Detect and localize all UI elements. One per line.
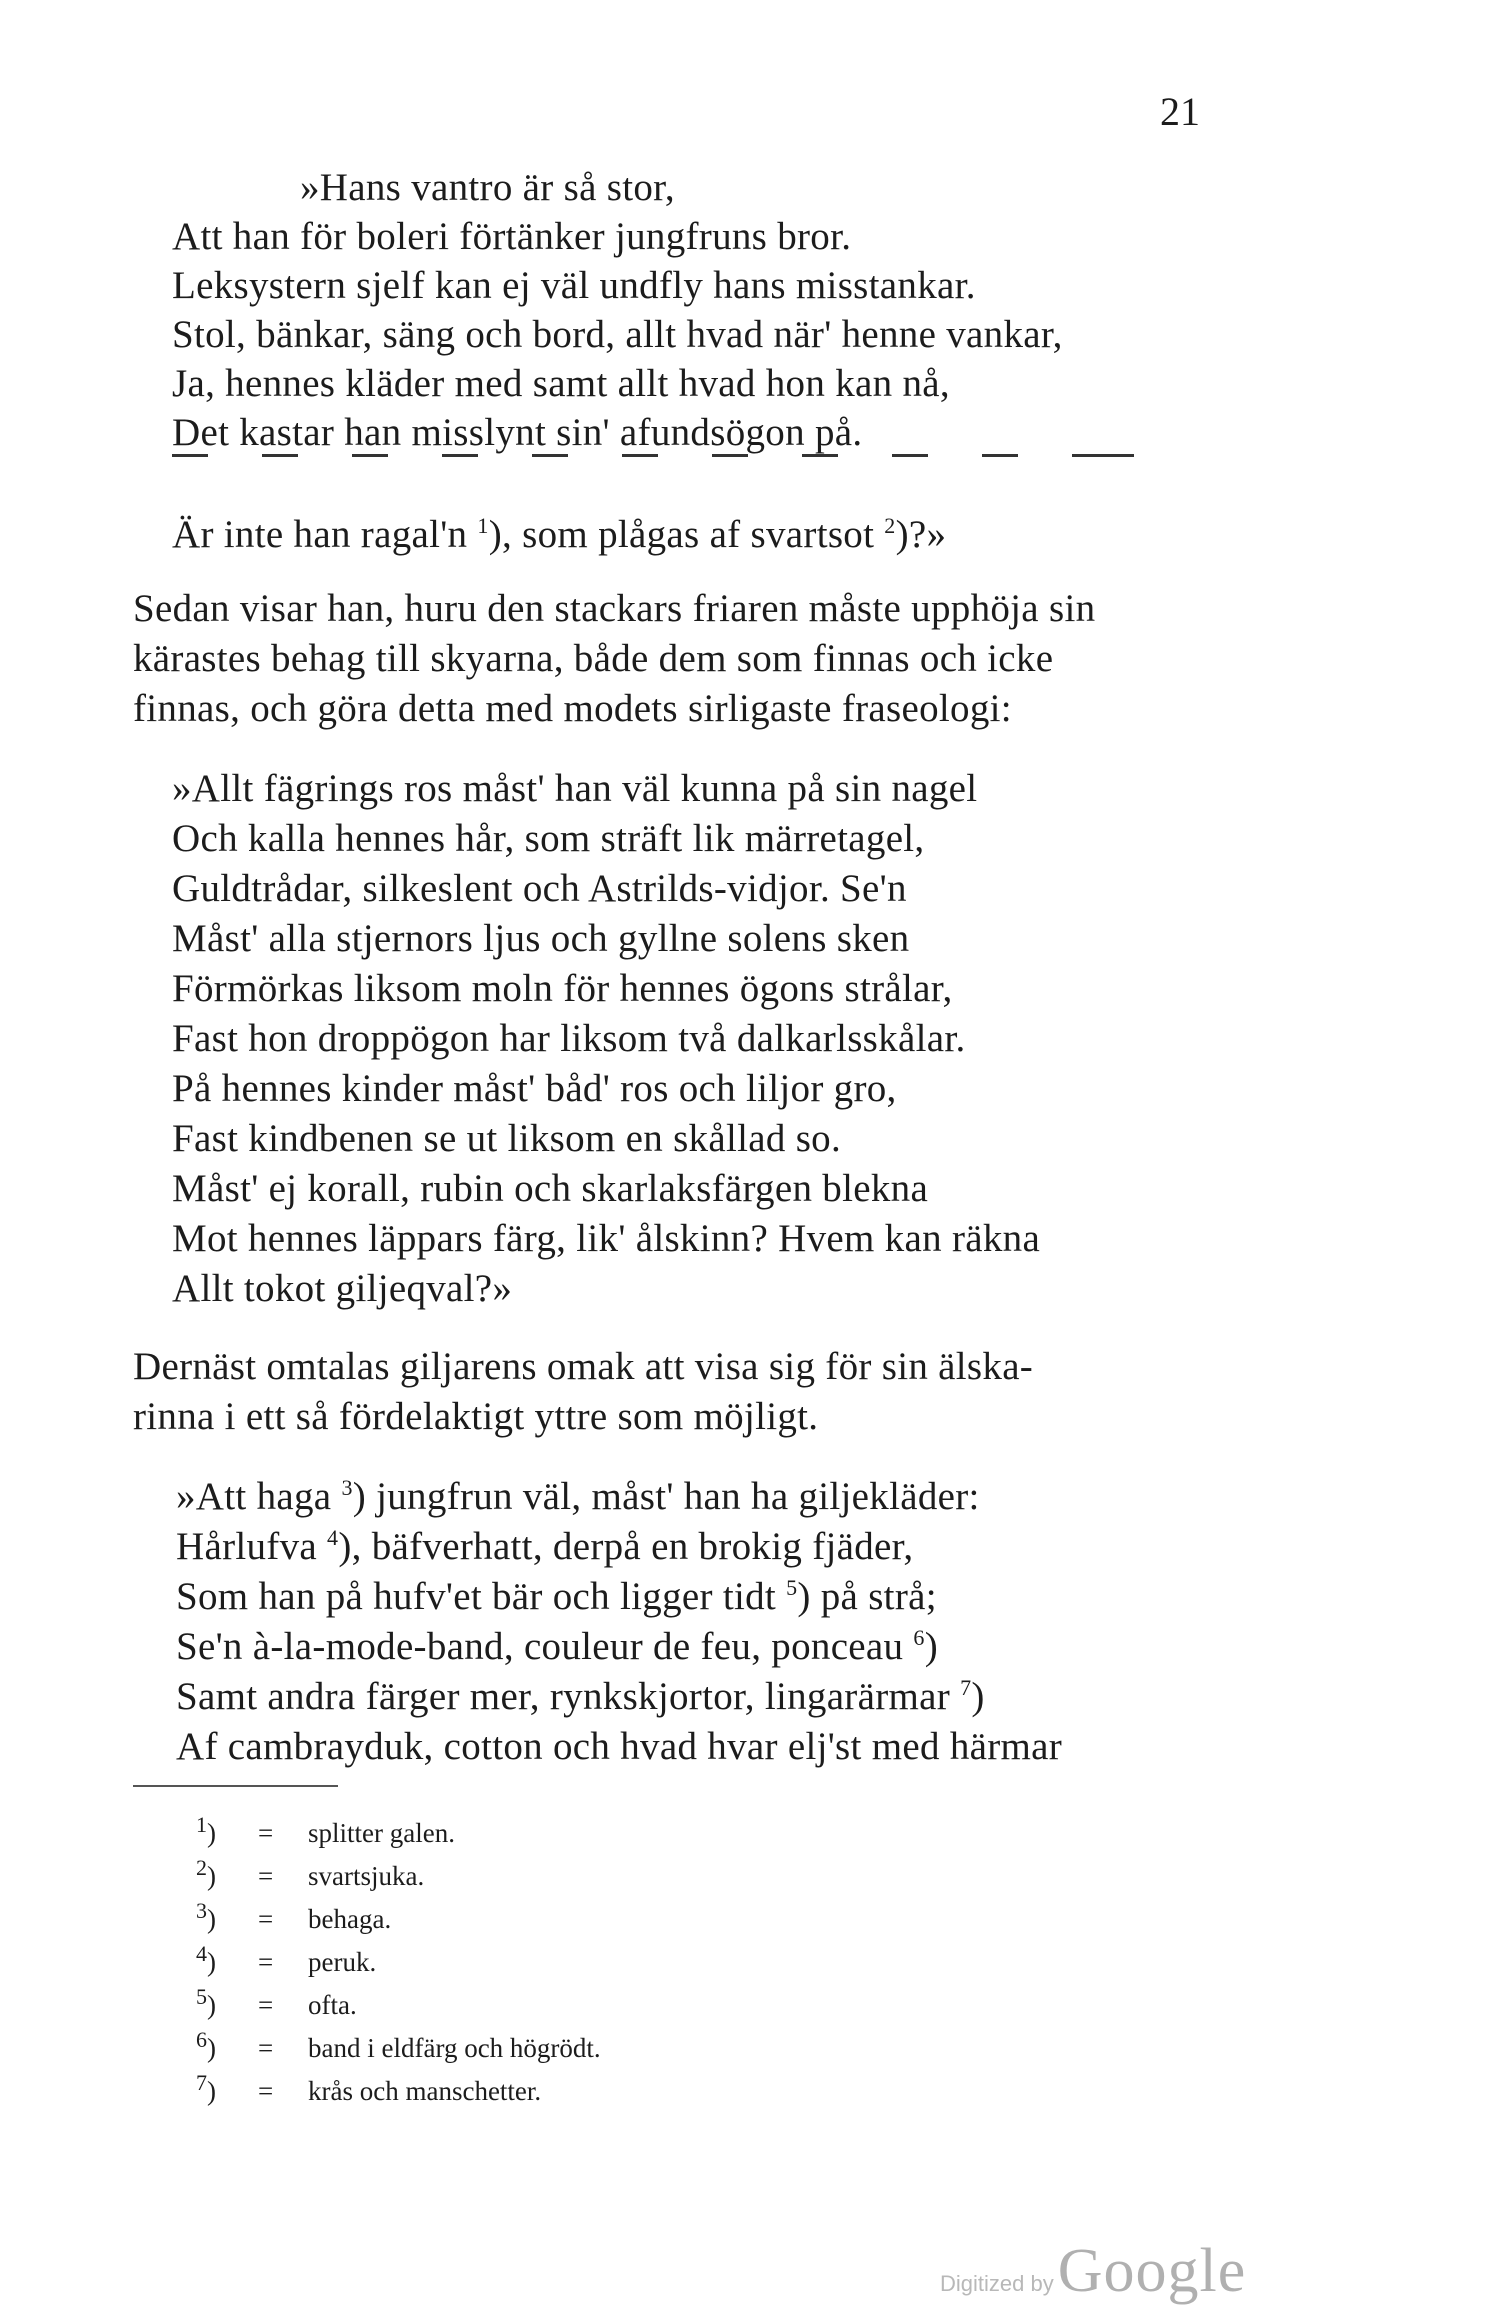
footnote-7: $^7$) = krås och manschetter. xyxy=(196,2070,542,2106)
digitized-label: Digitized by xyxy=(940,2271,1054,2296)
verse3-line-6: Af cambrayduk, cotton och hvad hvar elj'st med härmar xyxy=(176,1725,1063,1768)
verse2-line-2: Och kalla hennes hår, som sträft lik märretagel, xyxy=(172,817,925,860)
footnote-6: $^6$) = band i eldfärg och högrödt. xyxy=(196,2027,601,2063)
verse2-line-5: Förmörkas liksom moln för hennes ögons strålar, xyxy=(172,967,953,1010)
dash-separator xyxy=(172,454,1137,458)
footnote-5: $^5$) = ofta. xyxy=(196,1984,357,2020)
verse1-line-2: Att han för boleri förtänker jungfruns bror. xyxy=(172,215,852,258)
verse1-line-3: Leksystern sjelf kan ej väl undfly hans misstankar. xyxy=(172,264,976,307)
verse3-line-1: »Att haga $^3$) jungfrun väl, måst' han ha giljekläder: xyxy=(176,1475,980,1518)
verse3-line-2: Hårlufva $^4$), bäfverhatt, derpå en brokig fjäder, xyxy=(176,1525,914,1568)
footnote-2: $^2$) = svartsjuka. xyxy=(196,1855,425,1891)
verse2-line-3: Guldtrådar, silkeslent och Astrilds-vidjor. Se'n xyxy=(172,867,907,910)
paragraph1-line-1: Sedan visar han, huru den stackars friaren måste upphöja sin xyxy=(133,587,1096,630)
footnote-ref-3: 3 xyxy=(341,1475,353,1500)
paragraph1-line-3: finnas, och göra detta med modets sirligaste fraseologi: xyxy=(133,687,1012,730)
page-number: 21 xyxy=(1160,89,1200,134)
footnote-ref-4: 4 xyxy=(327,1525,339,1550)
footnote-1: $^1$) = splitter galen. xyxy=(196,1812,455,1848)
footnote-3: $^3$) = behaga. xyxy=(196,1898,392,1934)
footnote-ref-5: 5 xyxy=(786,1575,798,1600)
verse2-line-1: »Allt fägrings ros måst' han väl kunna på sin nagel xyxy=(172,767,978,810)
google-logo: Google xyxy=(1057,2237,1247,2305)
footnote-4: $^4$) = peruk. xyxy=(196,1941,377,1977)
verse2-line-9: Måst' ej korall, rubin och skarlaksfärgen blekna xyxy=(172,1167,929,1210)
verse1-line-6: Det kastar han misslynt sin' afundsögon på. xyxy=(172,411,863,454)
verse2-line-6: Fast hon droppögon har liksom två dalkarlsskålar. xyxy=(172,1017,966,1060)
verse1-line-4: Stol, bänkar, säng och bord, allt hvad när' henne vankar, xyxy=(172,313,1063,356)
footnote-rule xyxy=(133,1785,338,1787)
verse2-line-4: Måst' alla stjernors ljus och gyllne solens sken xyxy=(172,917,910,960)
verse2-line-10: Mot hennes läppars färg, lik' ålskinn? Hvem kan räkna xyxy=(172,1217,1041,1260)
footnote-ref-1: 1 xyxy=(477,513,489,538)
footnote-ref-2: 2 xyxy=(884,513,896,538)
verse3-line-5: Samt andra färger mer, rynkskjortor, lingarärmar $^7$) xyxy=(176,1675,985,1718)
verse1-line-1: »Hans vantro är så stor, xyxy=(300,166,675,209)
verse1-line-7: Är inte han ragal'n $^1$), som plågas af svartsot $^2$)?» xyxy=(172,513,947,556)
verse3-line-3: Som han på hufv'et bär och ligger tidt $^5$) på strå; xyxy=(176,1575,937,1618)
footnote-ref-6: 6 xyxy=(913,1625,925,1650)
verse2-line-8: Fast kindbenen se ut liksom en skållad so. xyxy=(172,1117,842,1160)
footnote-ref-7: 7 xyxy=(960,1675,972,1700)
verse2-line-7: På hennes kinder måst' båd' ros och liljor gro, xyxy=(172,1067,897,1110)
paragraph2-line-2: rinna i ett så fördelaktigt yttre som möjligt. xyxy=(133,1395,819,1438)
verse3-line-4: Se'n à-la-mode-band, couleur de feu, ponceau $^6$) xyxy=(176,1625,938,1668)
digitized-by-watermark xyxy=(940,2236,1246,2307)
verse1-line-5: Ja, hennes kläder med samt allt hvad hon kan nå, xyxy=(172,362,950,405)
verse2-line-11: Allt tokot giljeqval?» xyxy=(172,1267,513,1310)
paragraph1-line-2: kärastes behag till skyarna, både dem som finnas och icke xyxy=(133,637,1054,680)
paragraph2-line-1: Dernäst omtalas giljarens omak att visa sig för sin älska- xyxy=(133,1345,1034,1388)
